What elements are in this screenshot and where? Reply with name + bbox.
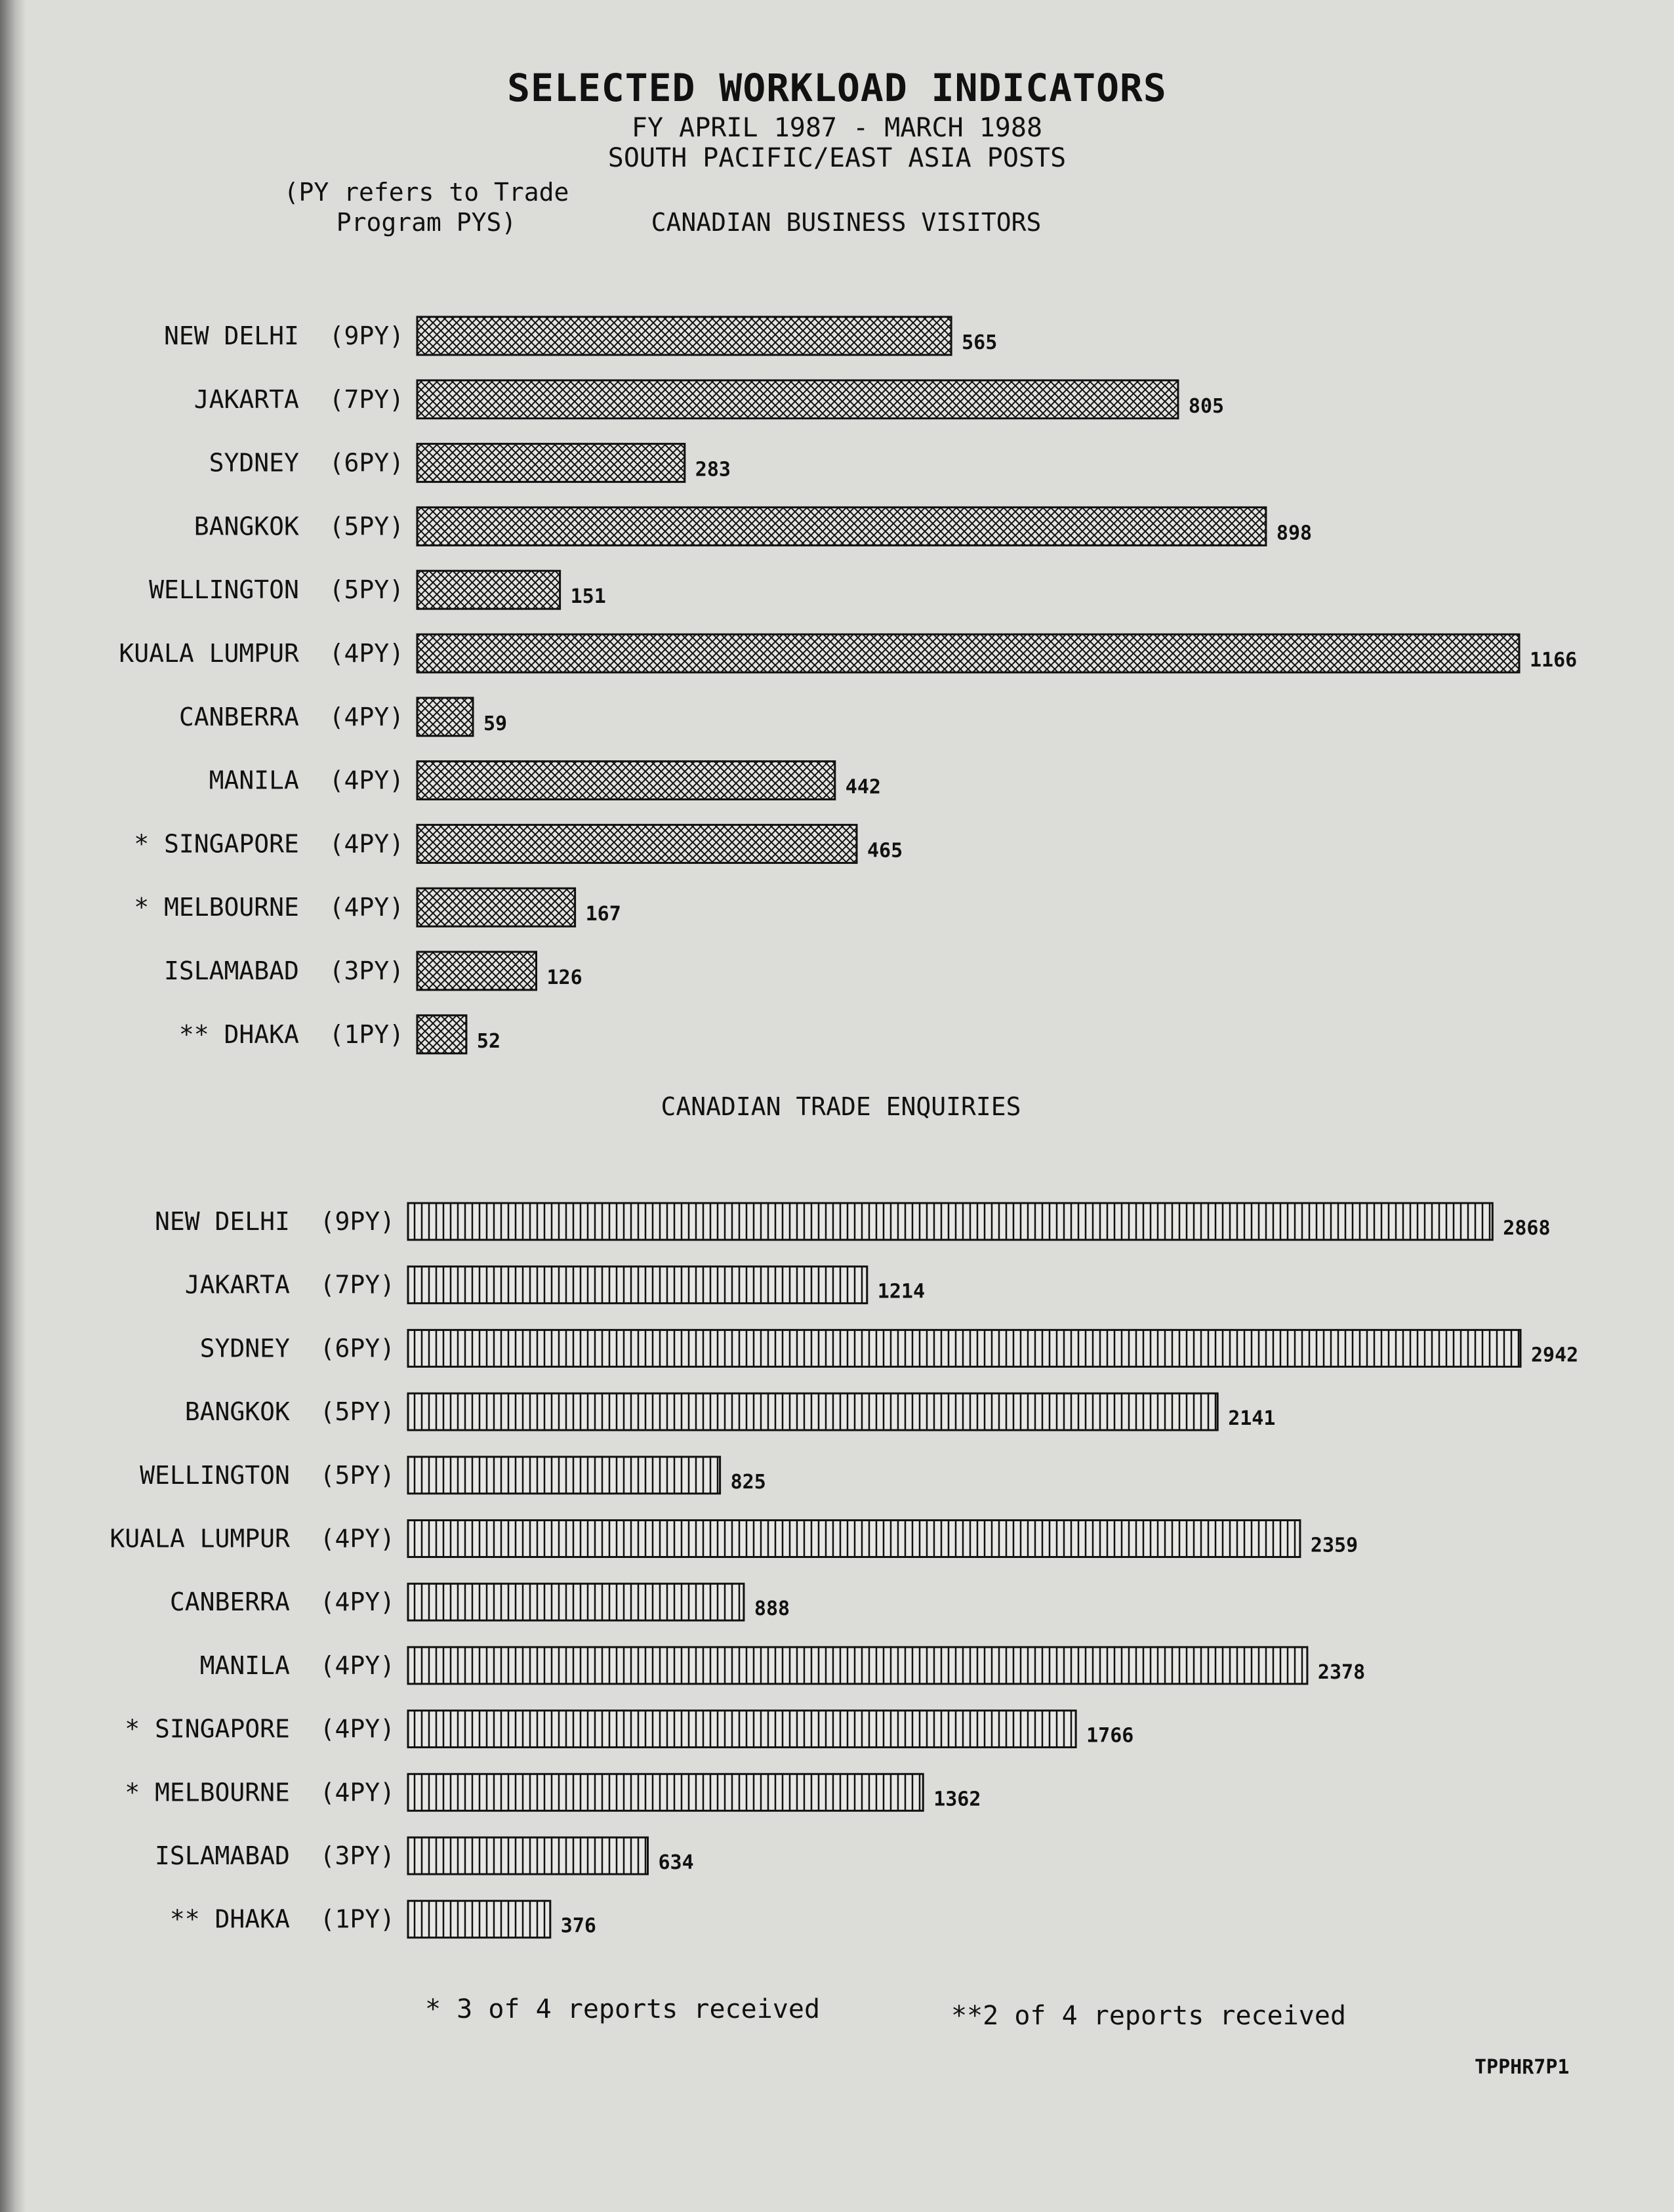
enquiries-bar-sydney xyxy=(408,1330,1521,1366)
visitors-bar-singapore xyxy=(417,825,857,863)
visitors-value-singapore: 465 xyxy=(867,839,903,863)
visitors-bar-dhaka xyxy=(417,1015,466,1054)
enquiries-value-new-delhi: 2868 xyxy=(1503,1217,1551,1240)
visitors-value-islamabad: 126 xyxy=(546,966,582,989)
enquiries-label-manila: MANILA (4PY) xyxy=(199,1650,395,1680)
enquiries-label-melbourne: * MELBOURNE (4PY) xyxy=(125,1778,395,1807)
chart-subtitle-period: FY APRIL 1987 - MARCH 1988 xyxy=(631,113,1043,143)
visitors-label-islamabad: ISLAMABAD (3PY) xyxy=(163,956,404,985)
visitors-value-canberra: 59 xyxy=(483,712,508,735)
enquiries-bar-new-delhi xyxy=(408,1203,1492,1240)
visitors-label-bangkok: BANGKOK (5PY) xyxy=(194,512,404,541)
py-note: (PY refers to Trade Program PYS) xyxy=(283,178,569,237)
visitors-chart xyxy=(119,317,1577,1054)
visitors-value-dhaka: 52 xyxy=(476,1029,501,1053)
visitors-label-kuala-lumpur: KUALA LUMPUR (4PY) xyxy=(119,639,404,668)
enquiries-bar-islamabad xyxy=(408,1837,648,1874)
chart-title: SELECTED WORKLOAD INDICATORS xyxy=(507,66,1167,110)
enquiries-label-canberra: CANBERRA (4PY) xyxy=(169,1587,395,1617)
enquiries-bar-manila xyxy=(408,1647,1307,1684)
enquiries-label-kuala-lumpur: KUALA LUMPUR (4PY) xyxy=(110,1524,395,1553)
enquiries-chart xyxy=(110,1203,1578,1938)
visitors-value-jakarta: 805 xyxy=(1188,394,1225,418)
visitors-label-jakarta: JAKARTA (7PY) xyxy=(194,384,404,414)
visitors-label-singapore: * SINGAPORE (4PY) xyxy=(134,829,404,859)
enquiries-value-canberra: 888 xyxy=(754,1597,790,1621)
enquiries-bar-melbourne xyxy=(408,1774,923,1811)
enquiries-label-new-delhi: NEW DELHI (9PY) xyxy=(154,1207,395,1236)
enquiries-bar-dhaka xyxy=(408,1901,550,1938)
visitors-bar-new-delhi xyxy=(417,317,951,355)
visitors-label-sydney: SYDNEY (6PY) xyxy=(209,448,404,478)
enquiries-label-islamabad: ISLAMABAD (3PY) xyxy=(154,1841,395,1870)
enquiries-value-islamabad: 634 xyxy=(658,1851,694,1874)
enquiries-value-sydney: 2942 xyxy=(1531,1343,1579,1367)
visitors-section-title: CANADIAN BUSINESS VISITORS xyxy=(651,208,1042,237)
visitors-value-bangkok: 898 xyxy=(1276,522,1313,545)
enquiries-section-title: CANADIAN TRADE ENQUIRIES xyxy=(661,1092,1021,1121)
document-code: TPPHR7P1 xyxy=(1475,2056,1570,2079)
enquiries-bar-wellington xyxy=(408,1457,720,1494)
enquiries-label-jakarta: JAKARTA (7PY) xyxy=(184,1270,395,1300)
enquiries-value-jakarta: 1214 xyxy=(877,1280,926,1303)
visitors-bar-wellington xyxy=(417,571,560,609)
enquiries-value-manila: 2378 xyxy=(1317,1660,1366,1684)
visitors-label-new-delhi: NEW DELHI (9PY) xyxy=(163,321,404,350)
enquiries-label-singapore: * SINGAPORE (4PY) xyxy=(125,1714,395,1744)
visitors-bar-jakarta xyxy=(417,380,1178,419)
enquiries-label-wellington: WELLINGTON (5PY) xyxy=(140,1460,395,1490)
enquiries-value-melbourne: 1362 xyxy=(933,1788,981,1811)
enquiries-bar-bangkok xyxy=(408,1393,1217,1430)
visitors-bar-manila xyxy=(417,762,835,800)
visitors-bar-melbourne xyxy=(417,888,575,926)
visitors-label-wellington: WELLINGTON (5PY) xyxy=(149,575,404,605)
enquiries-value-wellington: 825 xyxy=(730,1470,766,1494)
enquiries-label-sydney: SYDNEY (6PY) xyxy=(199,1334,395,1363)
footnote-three-of-four: * 3 of 4 reports received xyxy=(425,1994,821,2024)
enquiries-value-kuala-lumpur: 2359 xyxy=(1310,1534,1358,1557)
visitors-bar-canberra xyxy=(417,698,473,736)
chart-subtitle-region: SOUTH PACIFIC/EAST ASIA POSTS xyxy=(607,143,1067,173)
enquiries-value-bangkok: 2141 xyxy=(1228,1407,1276,1431)
visitors-value-new-delhi: 565 xyxy=(962,331,998,354)
enquiries-label-dhaka: ** DHAKA (1PY) xyxy=(169,1904,395,1934)
visitors-value-sydney: 283 xyxy=(695,458,731,481)
visitors-label-melbourne: * MELBOURNE (4PY) xyxy=(134,893,404,922)
visitors-value-melbourne: 167 xyxy=(585,903,621,926)
enquiries-value-dhaka: 376 xyxy=(560,1914,596,1938)
footnote-two-of-four: **2 of 4 reports received xyxy=(951,2001,1347,2031)
enquiries-bar-singapore xyxy=(408,1711,1076,1748)
enquiries-bar-kuala-lumpur xyxy=(408,1521,1300,1557)
enquiries-value-singapore: 1766 xyxy=(1086,1724,1134,1748)
visitors-value-wellington: 151 xyxy=(570,585,606,609)
visitors-label-dhaka: ** DHAKA (1PY) xyxy=(178,1019,404,1049)
visitors-bar-bangkok xyxy=(417,507,1266,545)
visitors-bar-sydney xyxy=(417,444,685,482)
visitors-bar-islamabad xyxy=(417,952,537,990)
visitors-label-canberra: CANBERRA (4PY) xyxy=(178,702,404,731)
visitors-value-manila: 442 xyxy=(845,775,881,799)
enquiries-bar-canberra xyxy=(408,1584,744,1620)
enquiries-label-bangkok: BANGKOK (5PY) xyxy=(184,1397,395,1427)
enquiries-bar-jakarta xyxy=(408,1267,867,1303)
visitors-value-kuala-lumpur: 1166 xyxy=(1530,649,1578,672)
visitors-label-manila: MANILA (4PY) xyxy=(209,766,404,795)
visitors-bar-kuala-lumpur xyxy=(417,634,1519,672)
